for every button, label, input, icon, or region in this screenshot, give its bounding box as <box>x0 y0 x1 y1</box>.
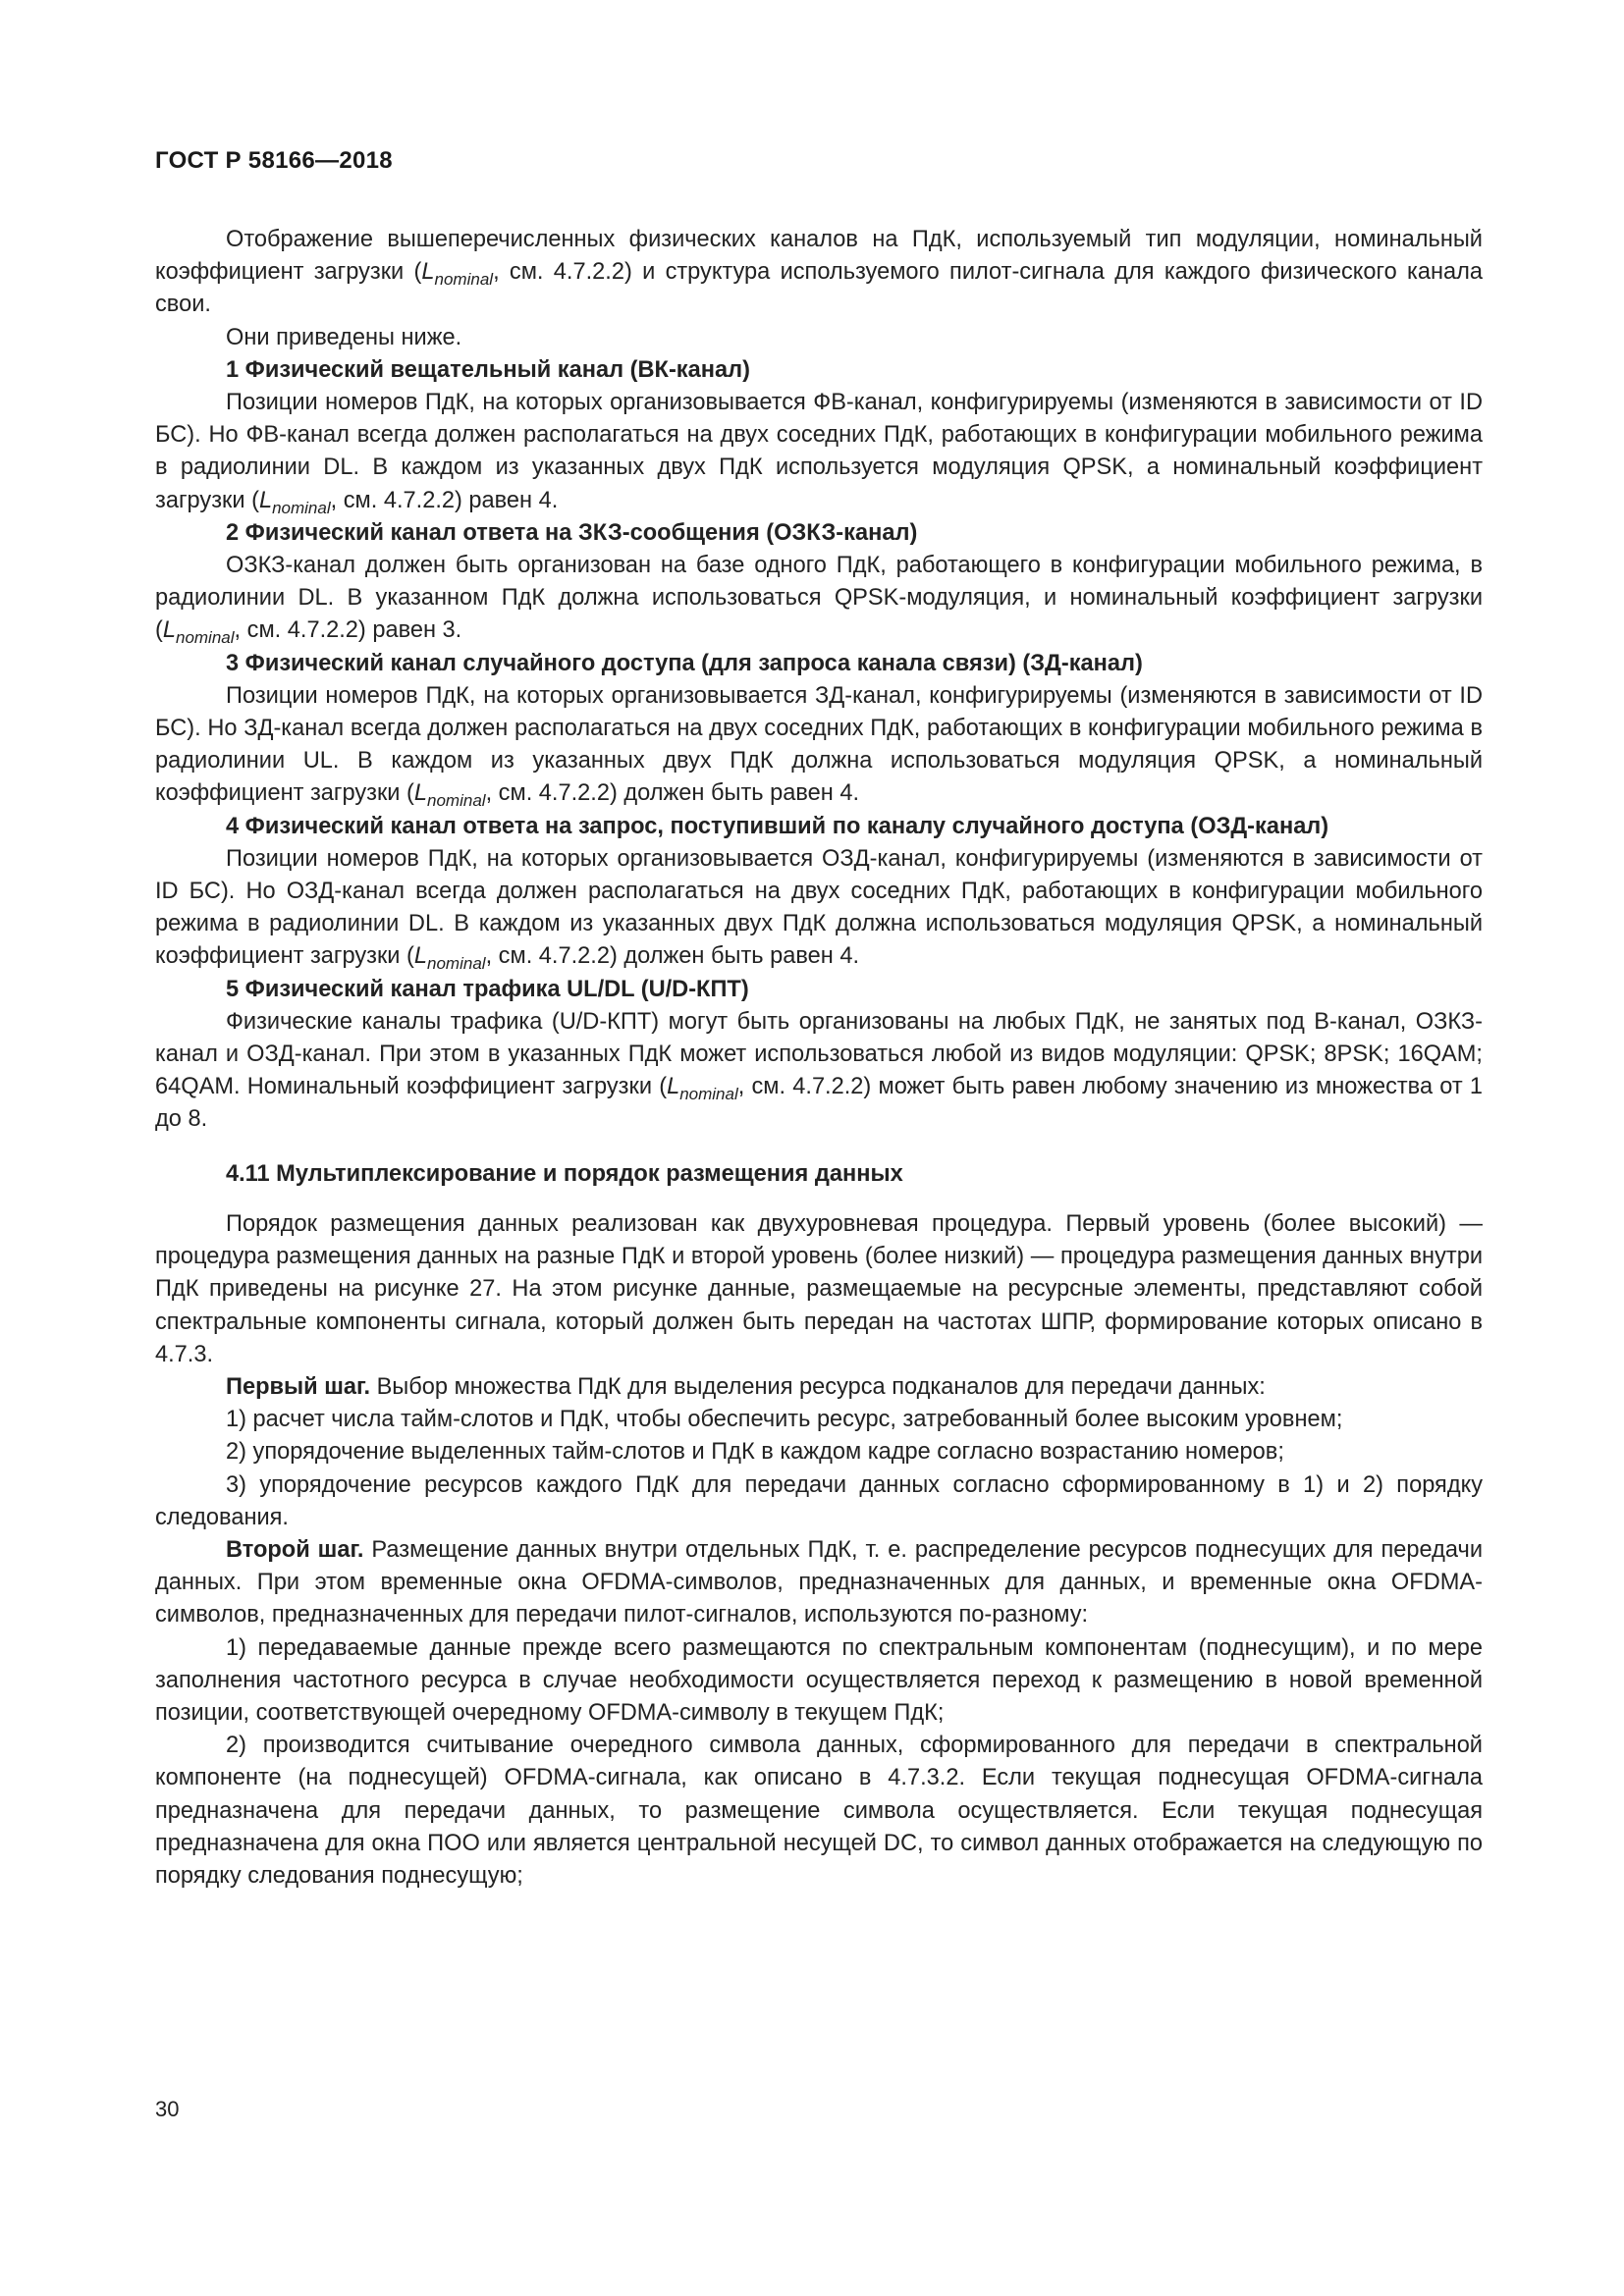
paragraph: Порядок размещения данных реализован как двухуровневая процедура. Первый уровень (более высокий) — процедура размещения данных на разные ПдК и второй уровень (более низкий) — процедура размещения данных внутри ПдК приведены на рисунке 27. На этом рисунке данные, размещаемые на ресурсные элементы, представляют собой спектральные компоненты сигнала, который должен быть передан на частотах ШПР, формирование которых описано в 4.7.3. <box>155 1210 1483 1367</box>
paragraph: Второй шаг. Размещение данных внутри отдельных ПдК, т. е. распределение ресурсов поднесущих для передачи данных. При этом временные окна OFDMA-символов, предназначенных для данных, и временные окна OFDMA-символов, предназначенных для передачи пилот-сигналов, используются по-разному: <box>155 1536 1483 1629</box>
paragraph: Они приведены ниже. <box>226 324 462 350</box>
subsection-heading: 1 Физический вещательный канал (ВК-канал) <box>226 356 750 383</box>
paragraph: Первый шаг. Выбор множества ПдК для выделения ресурса подканалов для передачи данных: <box>226 1373 1266 1400</box>
subsection-heading: 2 Физический канал ответа на ЗКЗ-сообщения (ОЗКЗ-канал) <box>226 519 918 546</box>
step-label: Первый шаг. <box>226 1373 371 1400</box>
list-item: 1) расчет числа тайм-слотов и ПдК, чтобы обеспечить ресурс, затребованный более высоким уровнем; <box>226 1407 1343 1433</box>
list-item: 1) передаваемые данные прежде всего размещаются по спектральным компонентам (поднесущим), и по мере заполнения частотного ресурса в случае необходимости осуществляется переход к размещению в новой временной позиции, соответствующей очередному OFDMA-символу в текущем ПдК; <box>155 1634 1483 1726</box>
list-item: 2) производится считывание очередного символа данных, сформированного для передачи в спектральной компоненте (на поднесущей) OFDMA-сигнала, как описано в 4.7.3.2. Если текущая поднесущая OFDMA-сигнала предназначена для передачи данных, то размещение символа осуществляется. Если текущая поднесущая предназначена для окна ПОО или является центральной несущей DC, то символ данных отображается на следующую по порядку следования поднесущую; <box>155 1733 1483 1889</box>
paragraph: Физические каналы трафика (U/D-КПТ) могут быть организованы на любых ПдК, не занятых под В-канал, ОЗКЗ-канал и ОЗД-канал. При этом в указанных ПдК может использоваться любой из видов модуляции: QPSK; 8PSK; 16QAM; 64QAM. Номинальный коэффициент загрузки ($L_{nominal}$, см. 4.7.2.2) может быть равен любому значению из множества от 1 до 8. <box>155 1008 1483 1133</box>
paragraph: Позиции номеров ПдК, на которых организовывается ЗД-канал, конфигурируемы (изменяются в зависимости от ID БС). Но ЗД-канал всегда должен располагаться на двух соседних ПдК, работающих в конфигурации мобильного режима в радиолинии UL. В каждом из указанных двух ПдК должна использоваться модуляция QPSK, а номинальный коэффициент загрузки ($L_{nominal}$, см. 4.7.2.2) должен быть равен 4. <box>155 682 1483 811</box>
paragraph: Позиции номеров ПдК, на которых организовывается ОЗД-канал, конфигурируемы (изменяются в зависимости от ID БС). Но ОЗД-канал всегда должен располагаться на двух соседних ПдК, работающих в конфигурации мобильного режима в радиолинии DL. В каждом из указанных двух ПдК должна использоваться модуляция QPSK, а номинальный коэффициент загрузки ($L_{nominal}$, см. 4.7.2.2) должен быть равен 4. <box>155 845 1483 974</box>
paragraph: Отображение вышеперечисленных физических каналов на ПдК, используемый тип модуляции, номинальный коэффициент загрузки ($L_{nominal}$, см. 4.7.2.2) и структура используемого пилот-сигнала для каждого физического канала свои. <box>155 227 1484 318</box>
list-item: 3) упорядочение ресурсов каждого ПдК для передачи данных согласно сформированному в 1) и 2) порядку следования. <box>155 1471 1483 1530</box>
paragraph: ОЗКЗ-канал должен быть организован на базе одного ПдК, работающего в конфигурации мобильного режима, в радиолинии DL. В указанном ПдК должна использоваться QPSK-модуляция, и номинальный коэффициент загрузки ($L_{nominal}$, см. 4.7.2.2) равен 3. <box>155 553 1483 648</box>
paragraph: Позиции номеров ПдК, на которых организовывается ФВ-канал, конфигурируемы (изменяются в зависимости от ID БС). Но ФВ-канал всегда должен располагаться на двух соседних ПдК, работающих в конфигурации мобильного режима в радиолинии DL. В каждом из указанных двух ПдК используется модуляция QPSK, а номинальный коэффициент загрузки ($L_{nominal}$, см. 4.7.2.2) равен 4. <box>155 390 1483 517</box>
list-item: 2) упорядочение выделенных тайм-слотов и ПдК в каждом кадре согласно возрастанию номеров; <box>226 1439 1284 1466</box>
subsection-heading: 3 Физический канал случайного доступа (для запроса канала связи) (ЗД-канал) <box>226 650 1143 676</box>
document-body <box>155 224 1483 1893</box>
section-heading: 4.11 Мультиплексирование и порядок размещения данных <box>226 1160 903 1187</box>
subsection-heading: 5 Физический канал трафика UL/DL (U/D-КПТ) <box>226 976 749 1002</box>
step-label: Второй шаг. <box>226 1536 364 1563</box>
page-number: 30 <box>155 2097 180 2121</box>
subsection-heading: 4 Физический канал ответа на запрос, поступивший по каналу случайного доступа (ОЗД-канал) <box>226 813 1329 839</box>
document-header: ГОСТ Р 58166—2018 <box>155 147 393 174</box>
